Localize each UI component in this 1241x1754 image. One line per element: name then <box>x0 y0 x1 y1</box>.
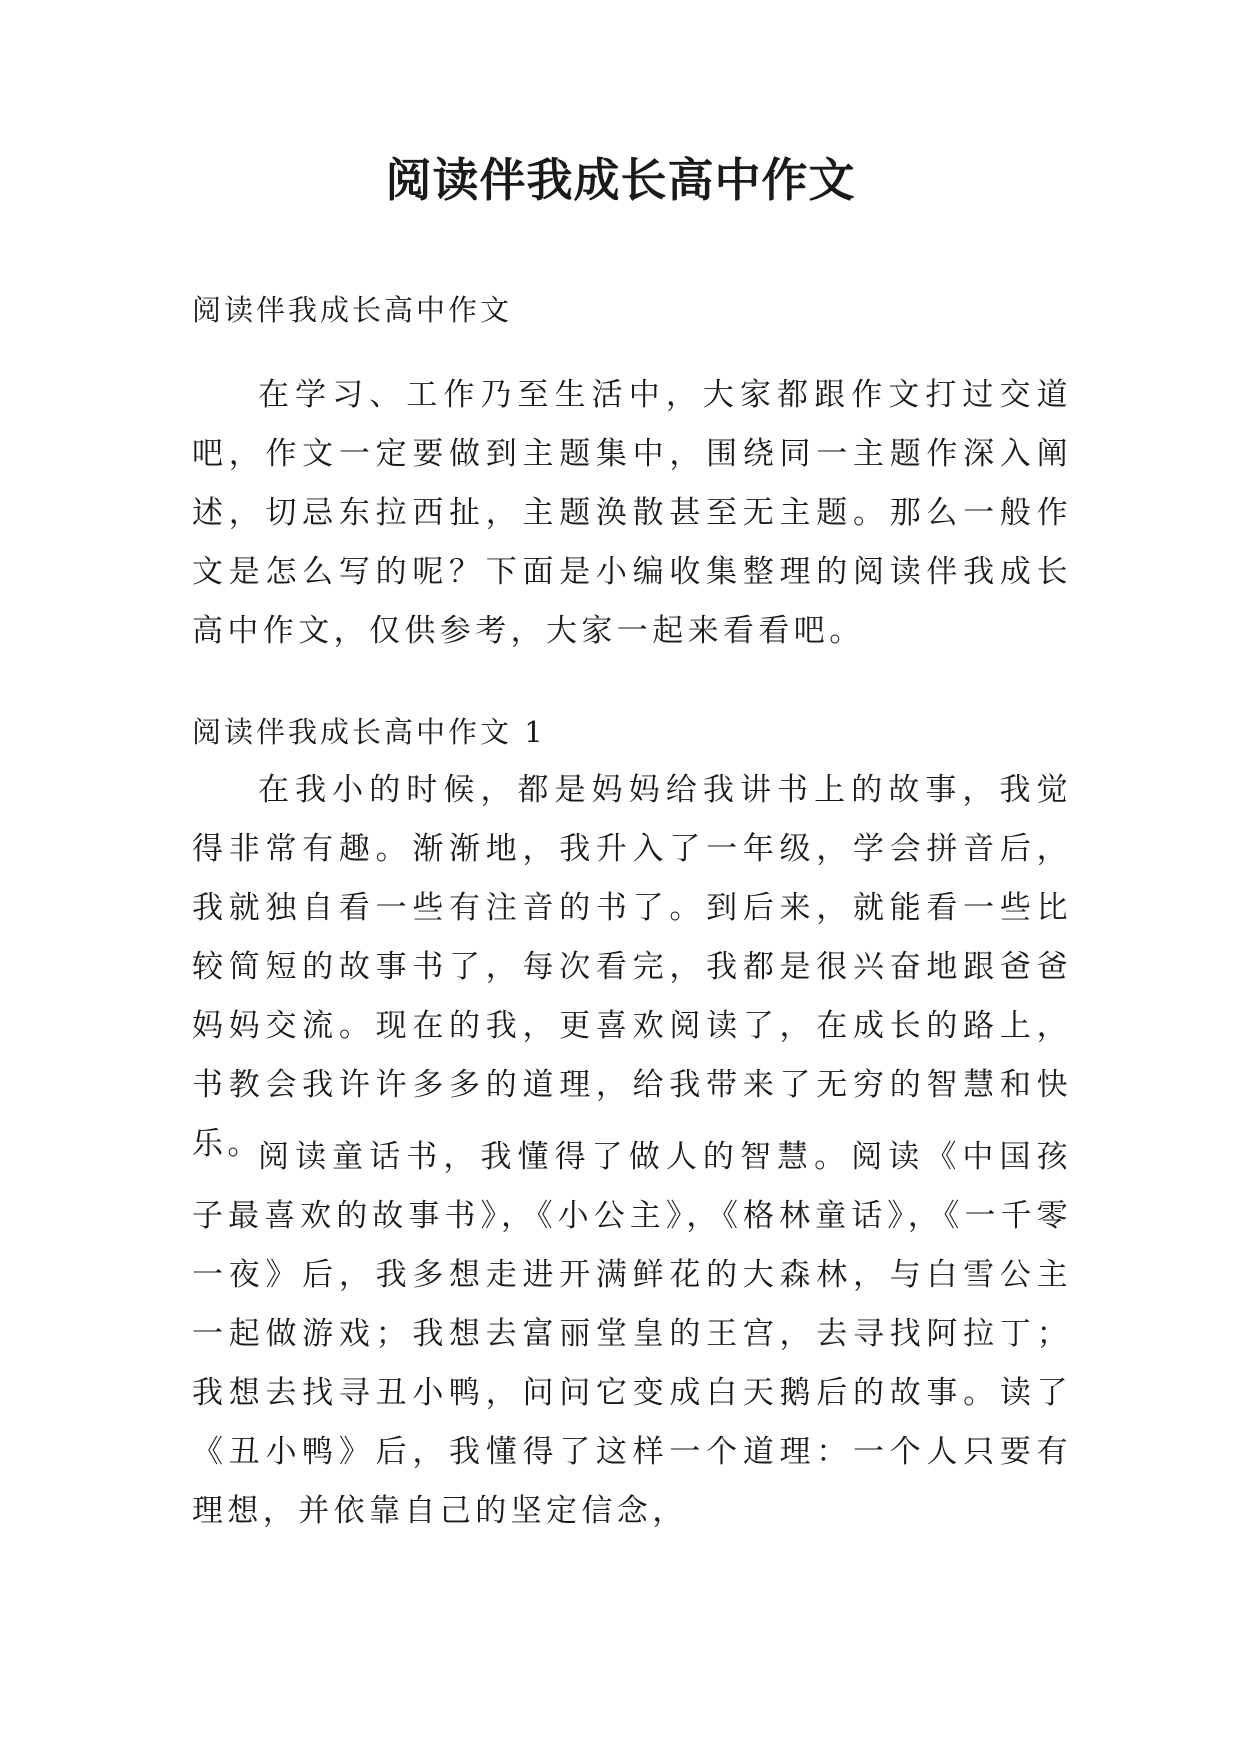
section-heading-1: 阅读伴我成长高中作文 1 <box>192 715 546 749</box>
intro-paragraph: 在学习、工作乃至生活中，大家都跟作文打过交道吧，作文一定要做到主题集中，围绕同一主题作深入阐述，切忌东拉西扯，主题涣散甚至无主题。那么一般作文是怎么写的呢？下面是小编收集整理的阅读伴我成长高中作文，仅供参考，大家一起来看看吧。 <box>192 377 1072 649</box>
document-title: 阅读伴我成长高中作文 <box>385 153 856 207</box>
section-1-paragraph-1: 在我小的时候，都是妈妈给我讲书上的故事，我觉得非常有趣。渐渐地，我升入了一年级，学会拼音后，我就独自看一些有注音的书了。到后来，就能看一些比较简短的故事书了，每次看完，我都是很兴奋地跟爸爸妈妈交流。现在的我，更喜欢阅读了，在成长的路上，书教会我许许多多的道理，给我带来了无穷的智慧和快乐。 <box>192 772 1072 1162</box>
section-1-paragraph-2: 阅读童话书，我懂得了做人的智慧。阅读《中国孩子最喜欢的故事书》，《小公主》，《格林童话》，《一千零一夜》后，我多想走进开满鲜花的大森林，与白雪公主一起做游戏；我想去富丽堂皇的王宫，去寻找阿拉丁；我想去找寻丑小鸭，问问它变成白天鹅后的故事。读了《丑小鸭》后，我懂得了这样一个道理：一个人只要有理想，并依靠自己的坚定信念， <box>192 1139 1072 1529</box>
document-subtitle: 阅读伴我成长高中作文 <box>192 293 513 327</box>
